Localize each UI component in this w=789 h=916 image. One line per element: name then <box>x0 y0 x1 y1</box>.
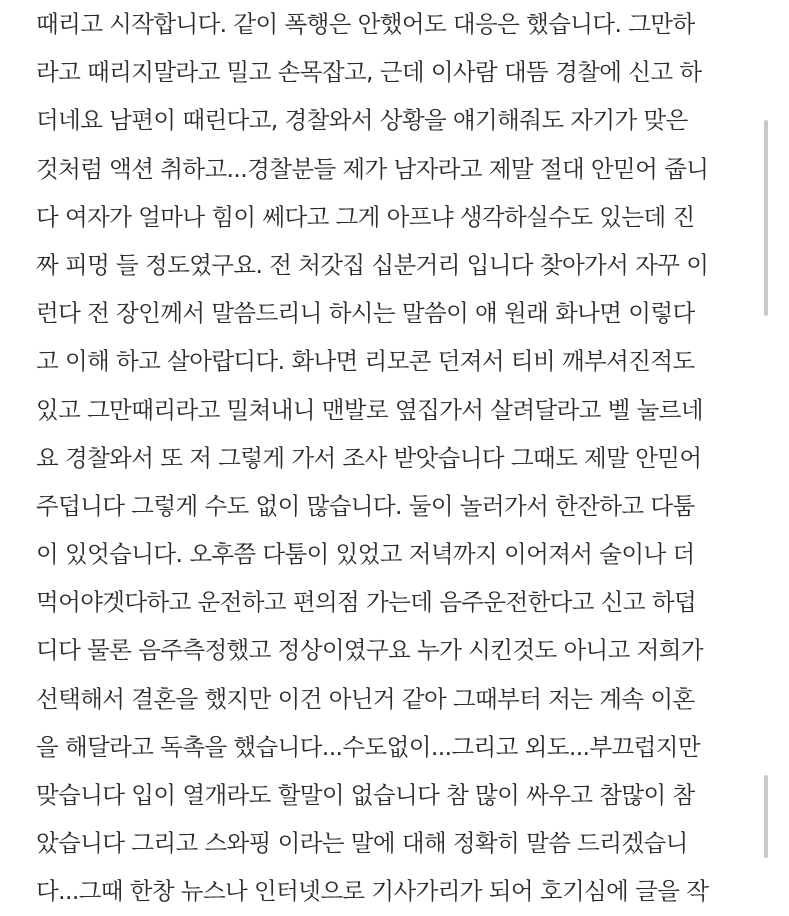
article-line: 있고 그만때리라고 밀쳐내니 맨발로 옆집가서 살려달라고 벨 눌르네 <box>36 395 703 424</box>
article-line: 짜 피멍 들 정도였구요. 전 처갓집 십분거리 입니다 찾아가서 자꾸 이 <box>36 250 709 279</box>
article-line: 디다 물론 음주측정했고 정상이였구요 누가 시킨것도 아니고 저희가 <box>36 636 703 665</box>
article-line: 것처럼 액션 취하고...경찰분들 제가 남자라고 제말 절대 안믿어 줍니 <box>36 154 709 183</box>
scrollbar-thumb-secondary[interactable] <box>764 775 768 858</box>
article-line: 더네요 남편이 때린다고, 경찰와서 상황을 얘기해줘도 자기가 맞은 <box>36 106 688 135</box>
article-line: 요 경찰와서 또 저 그렇게 가서 조사 받앗습니다 그때도 제말 안믿어 <box>36 443 702 472</box>
article-line: 이 있엇습니다. 오후쯤 다툼이 있었고 저녁까지 이어져서 술이나 더 <box>36 540 695 569</box>
scrollbar-thumb[interactable] <box>764 120 768 316</box>
article-line: 선택해서 결혼을 했지만 이건 아닌거 같아 그때부터 저는 계속 이혼 <box>36 684 695 713</box>
article-line: 고 이해 하고 살아랍디다. 화나면 리모콘 던져서 티비 깨부셔진적도 <box>36 347 695 376</box>
article-line: 맞습니다 입이 열개라도 할말이 없습니다 참 많이 싸우고 참많이 참 <box>36 781 695 809</box>
article-line: 았습니다 그리고 스와핑 이라는 말에 대해 정확히 말씀 드리겠습니 <box>36 829 688 858</box>
article-line: 을 해달라고 독촉을 했습니다...수도없이...그리고 외도...부끄럽지만 <box>36 732 700 761</box>
article-line: 런다 전 장인께서 말씀드리니 하시는 말씀이 얘 원래 화나면 이렇다 <box>36 299 695 328</box>
article-line: 다...그때 한창 뉴스나 인터넷으로 기사가리가 되어 호기심에 글을 작 <box>36 877 709 906</box>
article-line: 먹어야겟다하고 운전하고 편의점 가는데 음주운전한다고 신고 하덥 <box>36 588 697 617</box>
article-line: 다 여자가 얼마나 힘이 쎄다고 그게 아프냐 생각하실수도 있는데 진 <box>36 202 695 231</box>
article-line: 주덥니다 그렇게 수도 없이 많습니다. 둘이 놀러가서 한잔하고 다툼 <box>36 491 695 520</box>
article-line: 라고 때리지말라고 밀고 손목잡고, 근데 이사람 대뜸 경찰에 신고 하 <box>36 58 702 87</box>
article-body <box>36 0 756 916</box>
article-line: 때리고 시작합니다. 같이 폭행은 안했어도 대응은 했습니다. 그만하 <box>36 10 695 38</box>
